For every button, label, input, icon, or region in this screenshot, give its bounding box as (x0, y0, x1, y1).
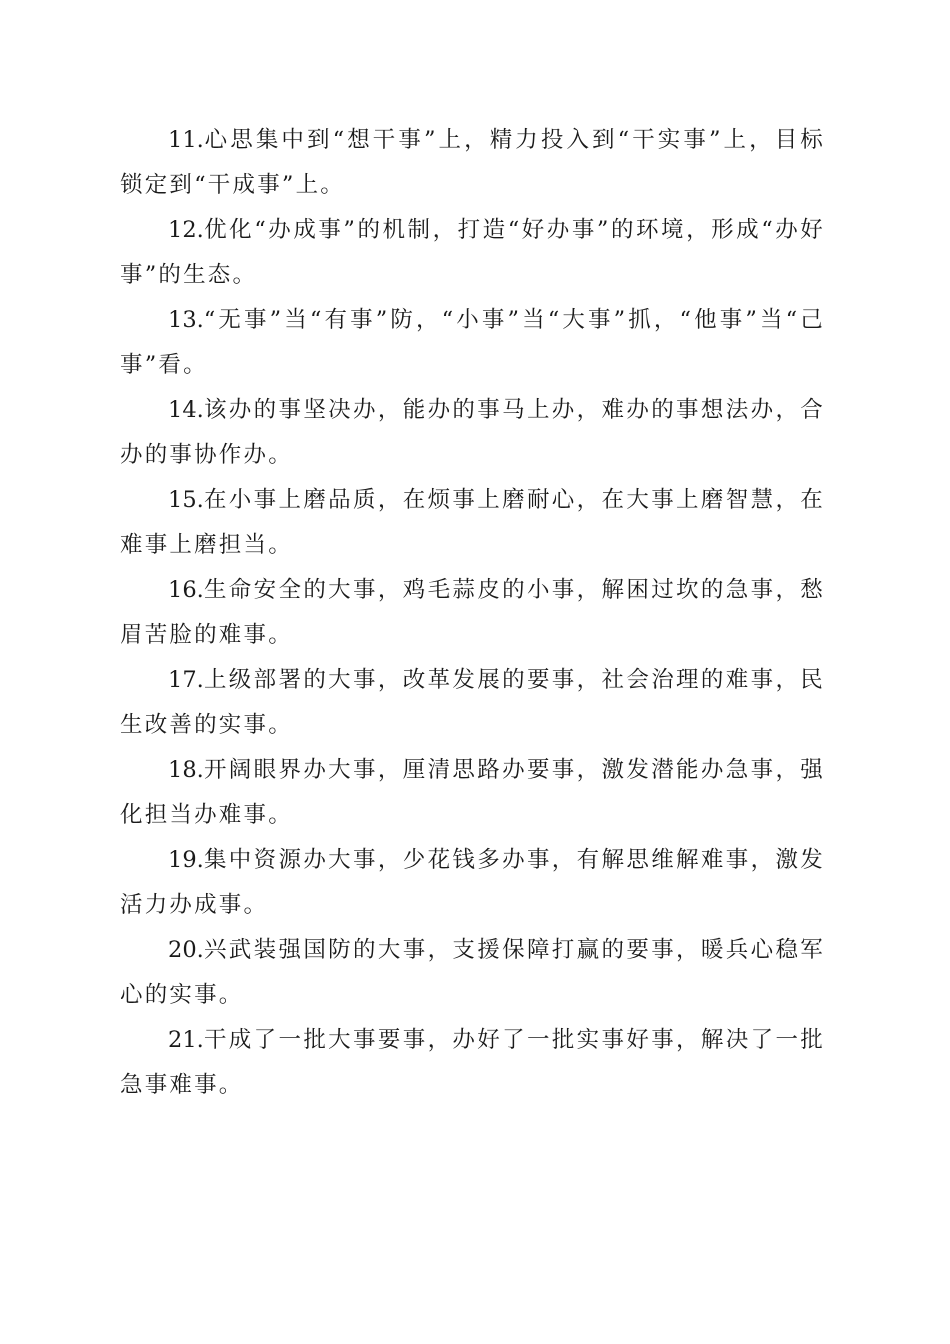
item-text: 心思集中到“想干事”上，精力投入到“干实事”上，目标锁定到“干成事”上。 (120, 127, 825, 198)
item-number: 12. (168, 217, 204, 243)
list-item (120, 388, 825, 478)
item-number: 11. (168, 127, 204, 153)
item-number: 13. (168, 307, 204, 333)
item-text: 上级部署的大事，改革发展的要事，社会治理的难事，民生改善的实事。 (120, 667, 825, 738)
item-number: 21. (168, 1027, 204, 1053)
list-item (120, 208, 825, 298)
item-text: 生命安全的大事，鸡毛蒜皮的小事，解困过坎的急事，愁眉苦脸的难事。 (120, 577, 825, 648)
item-number: 15. (168, 487, 204, 513)
item-number: 14. (168, 397, 204, 423)
document-body (120, 118, 825, 1108)
list-item (120, 928, 825, 1018)
list-item (120, 838, 825, 928)
list-item (120, 1018, 825, 1108)
item-number: 16. (168, 577, 204, 603)
item-text: 干成了一批大事要事，办好了一批实事好事，解决了一批急事难事。 (120, 1027, 825, 1098)
item-text: 在小事上磨品质，在烦事上磨耐心，在大事上磨智慧，在难事上磨担当。 (120, 487, 825, 558)
list-item (120, 478, 825, 568)
item-text: 兴武装强国防的大事，支援保障打赢的要事，暖兵心稳军心的实事。 (120, 937, 825, 1008)
item-text: 集中资源办大事，少花钱多办事，有解思维解难事，激发活力办成事。 (120, 847, 825, 918)
list-item (120, 568, 825, 658)
item-number: 19. (168, 847, 204, 873)
list-item (120, 118, 825, 208)
item-number: 17. (168, 667, 204, 693)
list-item (120, 298, 825, 388)
item-text: 开阔眼界办大事，厘清思路办要事，激发潜能办急事，强化担当办难事。 (120, 757, 825, 828)
list-item (120, 748, 825, 838)
item-text: 优化“办成事”的机制，打造“好办事”的环境，形成“办好事”的生态。 (120, 217, 825, 288)
item-number: 20. (168, 937, 204, 963)
item-text: 该办的事坚决办，能办的事马上办，难办的事想法办，合办的事协作办。 (120, 397, 825, 468)
item-text: “无事”当“有事”防，“小事”当“大事”抓，“他事”当“己事”看。 (120, 307, 825, 378)
item-number: 18. (168, 757, 204, 783)
list-item (120, 658, 825, 748)
